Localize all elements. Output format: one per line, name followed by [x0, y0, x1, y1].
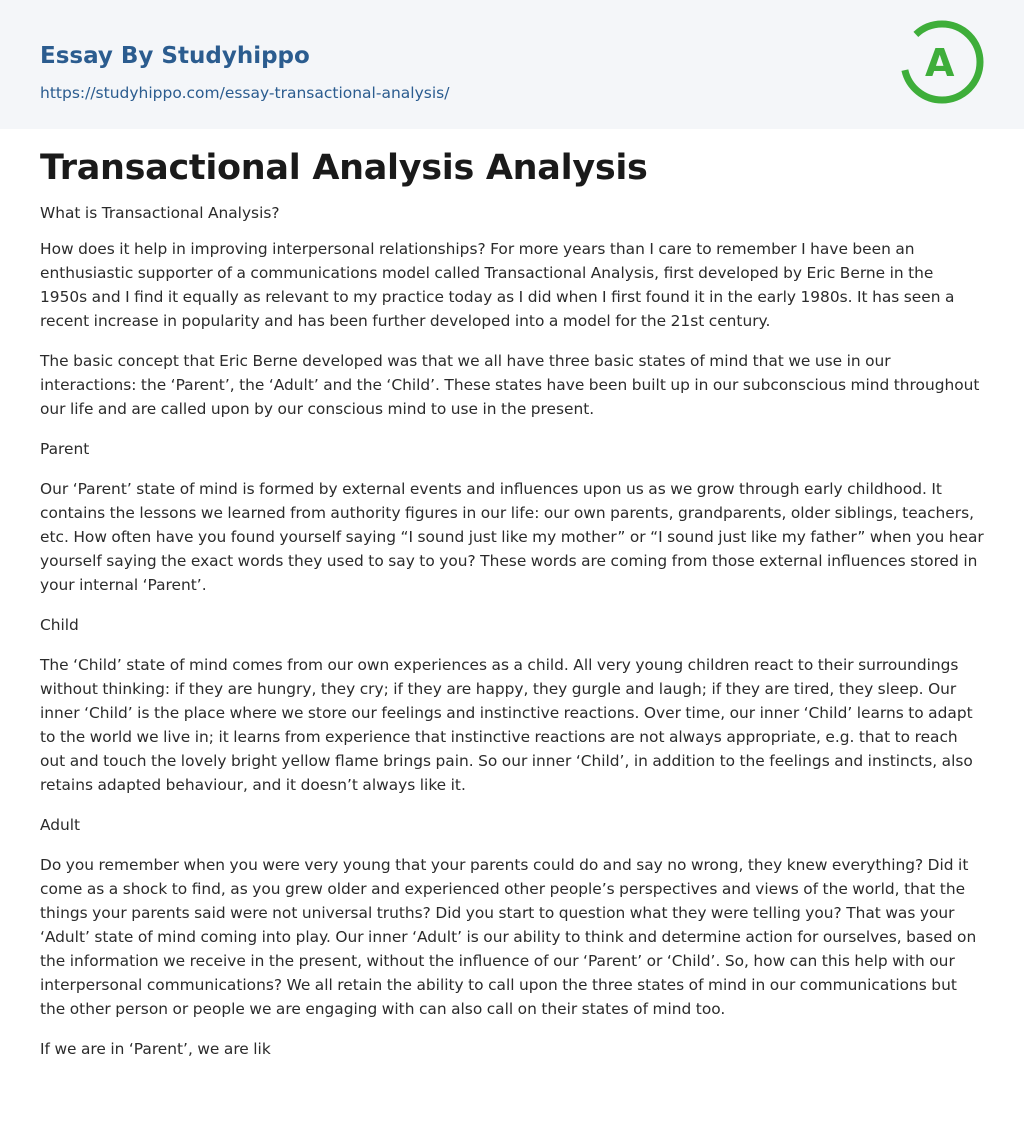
paragraph-adult: Do you remember when you were very young that your parents could do and say no wrong, they knew everything? Did it come as a shock to find, as you grew older and experienced other people’s perspectives and views of the world, that the things your parents said were not universal truths? Did you start to question what they were telling you? That was your ‘Adult’ state of mind coming into play. Our inner ‘Adult’ is our ability to think and determine action for ourselves, based on the information we receive in the present, without the influence of our ‘Parent’ or ‘Child’. So, how can this help with our interpersonal communications? We all retain the ability to call upon the three states of mind in our communications but the other person or people we are engaging with can also call on their states of mind too.: [40, 856, 977, 1018]
logo-letter: A: [925, 41, 955, 85]
paragraph-truncated: If we are in ‘Parent’, we are lik: [40, 1040, 271, 1058]
article-body: [0, 129, 1024, 1061]
section-heading-adult: Adult: [40, 816, 81, 834]
site-header: [0, 0, 1024, 129]
paragraph-child: The ‘Child’ state of mind comes from our own experiences as a child. All very young children react to their surroundings without thinking: if they are hungry, they cry; if they are happy, they gurgle and laugh; if they are tired, they sleep. Our inner ‘Child’ is the place where we store our feelings and instinctive reactions. Over time, our inner ‘Child’ learns to adapt to the world we live in; it learns from experience that instinctive reactions are not always appropriate, e.g. that to reach out and touch the lovely bright yellow flame brings pain. So our inner ‘Child’, in addition to the feelings and instincts, also retains adapted behaviour, and it doesn’t always like it.: [40, 656, 973, 794]
essay-url-link[interactable]: https://studyhippo.com/essay-transactional-analysis/: [40, 84, 450, 102]
article-subtitle: What is Transactional Analysis?: [40, 204, 280, 222]
paragraph-intro: How does it help in improving interpersonal relationships? For more years than I care to remember I have been an enthusiastic supporter of a communications model called Transactional Analysis, first developed by Eric Berne in the 1950s and I find it equally as relevant to my practice today as I did when I first found it in the early 1980s. It has seen a recent increase in popularity and has been further developed into a model for the 21st century.: [40, 240, 955, 330]
section-heading-parent: Parent: [40, 440, 90, 458]
site-title[interactable]: Essay By Studyhippo: [40, 43, 310, 69]
paragraph-concept: The basic concept that Eric Berne developed was that we all have three basic states of mind that we use in our interactions: the ‘Parent’, the ‘Adult’ and the ‘Child’. These states have been built up in our subconscious mind throughout our life and are called upon by our conscious mind to use in the present.: [40, 352, 980, 418]
section-heading-child: Child: [40, 616, 79, 634]
page-title: Transactional Analysis Analysis: [40, 148, 648, 188]
studyhippo-logo-icon[interactable]: [900, 20, 984, 104]
paragraph-parent: Our ‘Parent’ state of mind is formed by external events and influences upon us as we grow through early childhood. It contains the lessons we learned from authority figures in our life: our own parents, grandparents, older siblings, teachers, etc. How often have you found yourself saying “I sound just like my mother” or “I sound just like my father” when you hear yourself saying the exact words they used to say to you? These words are coming from those external influences stored in your internal ‘Parent’.: [40, 480, 984, 594]
